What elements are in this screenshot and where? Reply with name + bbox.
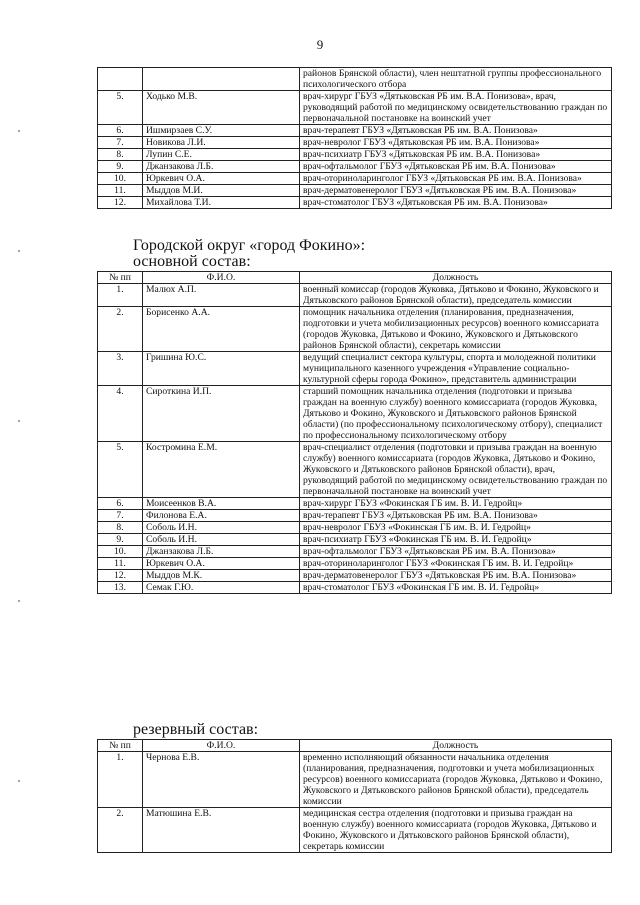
table-row (98, 808, 612, 853)
table-row (98, 68, 612, 91)
header-position: Должность (300, 272, 612, 284)
table-row (98, 185, 612, 197)
row-name: Джанзакова Л.Б. (143, 546, 300, 558)
table-row (98, 173, 612, 185)
table-row (98, 582, 612, 594)
row-position: врач-стоматолог ГБУЗ «Фокинская ГБ им. В. И. Гедройц» (300, 582, 612, 594)
row-position: врач-психиатр ГБУЗ «Дятьковская РБ им. В.А. Понизова» (300, 149, 612, 161)
row-position: врач-невролог ГБУЗ «Фокинская ГБ им. В. И. Гедройц» (300, 522, 612, 534)
row-name: Михайлова Т.И. (143, 197, 300, 209)
row-position: врач-оториноларинголог ГБУЗ «Дятьковская РБ им. В.А. Понизова» (300, 173, 612, 185)
table-row (98, 125, 612, 137)
row-name: Мыддов М.К. (143, 570, 300, 582)
row-position: врач-специалист отделения (подготовки и призыва граждан на военную службу) военного комиссариата (городов Жуковка, Дятьково и Фокино, Жуковского и Дятьковского районов Брянской области), врач, руководящий работой по медицинскому освидетельствованию граждан по первоначальной постановке на воинский учет (300, 442, 612, 498)
margin-dot (18, 780, 20, 782)
table-row (98, 284, 612, 307)
header-position: Должность (300, 740, 612, 752)
row-number: 2. (98, 808, 143, 853)
row-position: врач-дерматовенеролог ГБУЗ «Дятьковская РБ им. В.А. Понизова» (300, 570, 612, 582)
row-name: Юркевич О.А. (143, 558, 300, 570)
row-number: 7. (98, 137, 143, 149)
row-position: ведущий специалист сектора культуры, спорта и молодежной политики муниципального казенного учреждения «Управление социально-культурной сферы города Фокино», представитель администрации (300, 352, 612, 386)
row-position: врач-хирург ГБУЗ «Фокинская ГБ им. В. И. Гедройц» (300, 498, 612, 510)
page-number: 9 (316, 37, 324, 52)
row-name: Гришина Ю.С. (143, 352, 300, 386)
row-name: Лупин С.Е. (143, 149, 300, 161)
table-row (98, 352, 612, 386)
row-name: Борисенко А.А. (143, 307, 300, 352)
row-name: Малюх А.П. (143, 284, 300, 307)
row-number: 5. (98, 91, 143, 125)
row-number: 9. (98, 534, 143, 546)
table-row (98, 752, 612, 808)
row-position: врач-офтальмолог ГБУЗ «Дятьковская РБ им. В.А. Понизова» (300, 161, 612, 173)
row-name: Костромина Е.М. (143, 442, 300, 498)
row-name: Соболь И.Н. (143, 534, 300, 546)
table-row (98, 149, 612, 161)
section-heading-fokino: Городской округ «город Фокино»: (133, 237, 366, 254)
row-name: Соболь И.Н. (143, 522, 300, 534)
table-row (98, 197, 612, 209)
row-number: 2. (98, 307, 143, 352)
margin-dot (18, 250, 20, 252)
table-row (98, 498, 612, 510)
row-position: врач-психиатр ГБУЗ «Фокинская ГБ им. В. И. Гедройц» (300, 534, 612, 546)
row-number: 12. (98, 197, 143, 209)
table-row (98, 570, 612, 582)
row-name: Филонова Е.А. (143, 510, 300, 522)
header-name: Ф.И.О. (143, 740, 300, 752)
row-number: 1. (98, 284, 143, 307)
table-row (98, 442, 612, 498)
row-number: 8. (98, 149, 143, 161)
row-number: 6. (98, 498, 143, 510)
table-row (98, 161, 612, 173)
row-number: 5. (98, 442, 143, 498)
row-number: 7. (98, 510, 143, 522)
row-name: Джанзакова Л.Б. (143, 161, 300, 173)
row-name: Семак Г.Ю. (143, 582, 300, 594)
row-name: Новикова Л.И. (143, 137, 300, 149)
row-position: военный комиссар (городов Жуковка, Дятьково и Фокино, Жуковского и Дятьковского районов Брянской области), председатель комиссии (300, 284, 612, 307)
margin-dot (18, 600, 20, 602)
row-number: 9. (98, 161, 143, 173)
row-position: районов Брянской области), член нештатной группы профессионального психологического отбора (300, 68, 612, 91)
header-num: № пп (98, 740, 143, 752)
row-number: 3. (98, 352, 143, 386)
table-main-composition (97, 271, 612, 594)
row-position: старший помощник начальника отделения (подготовки и призыва граждан на военную службу) военного комиссариата (городов Жуковка, Дятьково и Фокино, Жуковского и Дятьковского районов Брянской области) (по профессиональному психологическому отбору), специалист по профессиональному психологическому отбору (300, 386, 612, 442)
row-number: 4. (98, 386, 143, 442)
margin-dot (18, 420, 20, 422)
row-name: Мыддов М.И. (143, 185, 300, 197)
row-position: временно исполняющий обязанности начальника отделения (планирования, предназначения, подготовки и учета мобилизационных ресурсов) военного комиссариата (городов Жуковка, Дятьково и Фокино, Жуковского и Дятьковского районов Брянской области), председатель комиссии (300, 752, 612, 808)
row-position: врач-терапевт ГБУЗ «Дятьковская РБ им. В.А. Понизова» (300, 125, 612, 137)
table-reserve-composition (97, 739, 612, 853)
row-position: врач-невролог ГБУЗ «Дятьковская РБ им. В.А. Понизова» (300, 137, 612, 149)
row-name: Сироткина И.П. (143, 386, 300, 442)
table-header-row (98, 740, 612, 752)
row-number: 6. (98, 125, 143, 137)
table-row (98, 546, 612, 558)
row-number: 10. (98, 173, 143, 185)
row-number: 13. (98, 582, 143, 594)
row-name: Ишмирзаев С.У. (143, 125, 300, 137)
row-number: 12. (98, 570, 143, 582)
margin-dot (18, 130, 20, 132)
row-number: 1. (98, 752, 143, 808)
table-row (98, 510, 612, 522)
table-row (98, 307, 612, 352)
header-num: № пп (98, 272, 143, 284)
row-position: медицинская сестра отделения (подготовки и призыва граждан на военную службу) военного комиссариата (городов Жуковка, Дятьково и Фокино, Жуковского и Дятьковского районов Брянской области), секретарь комиссии (300, 808, 612, 853)
header-name: Ф.И.О. (143, 272, 300, 284)
section-subheading-reserve: резервный состав: (133, 721, 259, 738)
table-row (98, 534, 612, 546)
table-row (98, 522, 612, 534)
table-row (98, 558, 612, 570)
row-number: 11. (98, 185, 143, 197)
row-number (98, 68, 143, 91)
row-position: врач-хирург ГБУЗ «Дятьковская РБ им. В.А. Понизова», врач, руководящий работой по медицинскому освидетельствованию граждан по первоначальной постановке на воинский учет (300, 91, 612, 125)
row-position: врач-офтальмолог ГБУЗ «Дятьковская РБ им. В.А. Понизова» (300, 546, 612, 558)
row-position: врач-дерматовенеролог ГБУЗ «Дятьковская РБ им. В.А. Понизова» (300, 185, 612, 197)
row-number: 10. (98, 546, 143, 558)
table-row (98, 386, 612, 442)
row-name (143, 68, 300, 91)
row-position: врач-терапевт ГБУЗ «Дятьковская РБ им. В.А. Понизова» (300, 510, 612, 522)
row-position: врач-оториноларинголог ГБУЗ «Фокинская ГБ им. В. И. Гедройц» (300, 558, 612, 570)
row-name: Моисеенков В.А. (143, 498, 300, 510)
row-name: Чернова Е.В. (143, 752, 300, 808)
table-header-row (98, 272, 612, 284)
section-subheading-main: основной состав: (133, 253, 251, 270)
row-position: врач-стоматолог ГБУЗ «Дятьковская РБ им. В.А. Понизова» (300, 197, 612, 209)
row-number: 11. (98, 558, 143, 570)
row-name: Ходько М.В. (143, 91, 300, 125)
table-row (98, 91, 612, 125)
row-position: помощник начальника отделения (планирования, предназначения, подготовки и учета мобилизационных ресурсов) военного комиссариата (городов Жуковка, Дятьково и Фокино, Жуковского и Дятьковского районов Брянской области), секретарь комиссии (300, 307, 612, 352)
row-number: 8. (98, 522, 143, 534)
row-name: Матюшина Е.В. (143, 808, 300, 853)
row-name: Юркевич О.А. (143, 173, 300, 185)
table-row (98, 137, 612, 149)
table-continuation (97, 67, 612, 209)
